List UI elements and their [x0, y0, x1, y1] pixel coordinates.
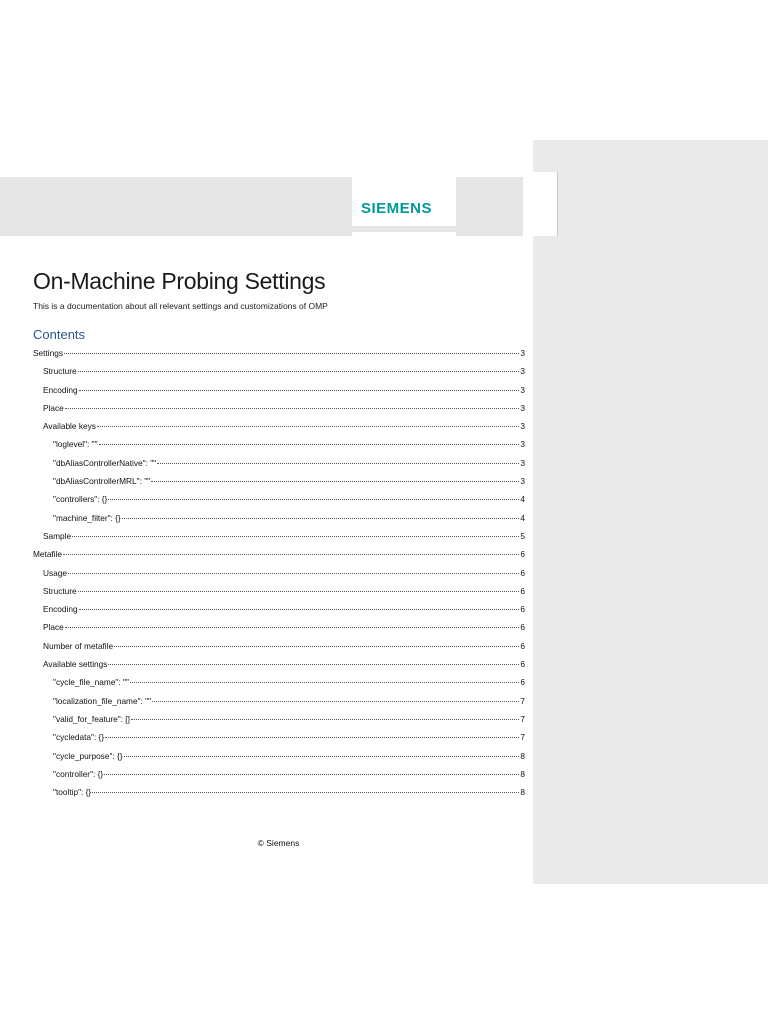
- toc-dot-leader: [108, 499, 519, 500]
- toc-entry-page-number: 6: [520, 622, 525, 633]
- toc-entry-label: "loglevel": "": [53, 439, 98, 450]
- toc-entry[interactable]: [33, 783, 525, 801]
- toc-entry-label: "cycle_purpose": {}: [53, 750, 123, 761]
- toc-entry[interactable]: [33, 399, 525, 417]
- toc-entry[interactable]: [33, 362, 525, 380]
- toc-entry-label: Available settings: [43, 659, 108, 670]
- toc-dot-leader: [151, 481, 519, 482]
- toc-entry-label: Structure: [43, 366, 77, 377]
- pane-notch: [523, 172, 557, 236]
- document-subtitle: This is a documentation about all relevant settings and customizations of OMP: [33, 301, 328, 311]
- toc-entry-label: "valid_for_feature": []: [53, 713, 130, 724]
- toc-entry[interactable]: [33, 490, 525, 508]
- toc-entry-label: "localization_file_name": "": [53, 695, 152, 706]
- toc-dot-leader: [157, 463, 519, 464]
- toc-entry[interactable]: [33, 747, 525, 765]
- toc-dot-leader: [65, 408, 520, 409]
- comment-pane: [533, 140, 768, 884]
- toc-entry-page-number: 3: [520, 348, 525, 358]
- toc-entry[interactable]: [33, 692, 525, 710]
- toc-entry[interactable]: [33, 472, 525, 490]
- toc-entry-label: "controller": {}: [53, 768, 104, 779]
- toc-dot-leader: [78, 591, 520, 592]
- toc-dot-leader: [104, 774, 519, 775]
- toc-entry-label: "dbAliasControllerNative": "": [53, 457, 157, 468]
- toc-entry[interactable]: [33, 564, 525, 582]
- toc-entry[interactable]: [33, 618, 525, 636]
- toc-dot-leader: [68, 573, 519, 574]
- toc-entry[interactable]: [33, 344, 525, 362]
- toc-entry[interactable]: [33, 600, 525, 618]
- toc-entry[interactable]: [33, 417, 525, 435]
- toc-entry-label: Place: [43, 622, 64, 633]
- toc-dot-leader: [124, 756, 520, 757]
- toc-entry[interactable]: [33, 673, 525, 691]
- toc-entry-page-number: 3: [520, 384, 525, 395]
- toc-entry[interactable]: [33, 637, 525, 655]
- toc-entry-page-number: 3: [520, 402, 525, 413]
- table-of-contents: [33, 344, 525, 801]
- toc-entry[interactable]: [33, 545, 525, 563]
- toc-entry-label: Metafile: [33, 549, 63, 560]
- toc-entry[interactable]: [33, 527, 525, 545]
- toc-entry-page-number: 5: [520, 530, 525, 541]
- toc-entry[interactable]: [33, 728, 525, 746]
- toc-dot-leader: [63, 554, 519, 555]
- toc-entry-page-number: 6: [520, 677, 525, 688]
- toc-entry-label: Encoding: [43, 384, 78, 395]
- toc-entry-page-number: 3: [520, 421, 525, 432]
- page-header-band-right: [456, 177, 523, 236]
- header-underline: [352, 226, 456, 232]
- toc-entry-page-number: 4: [520, 512, 525, 523]
- toc-entry-page-number: 6: [520, 567, 525, 578]
- contents-heading: Contents: [33, 327, 86, 342]
- toc-dot-leader: [131, 719, 519, 720]
- toc-entry-page-number: 7: [520, 713, 525, 724]
- toc-entry-label: Settings: [33, 348, 63, 358]
- toc-entry-label: "dbAliasControllerMRL": "": [53, 476, 151, 487]
- toc-dot-leader: [108, 664, 519, 665]
- toc-dot-leader: [130, 682, 519, 683]
- toc-dot-leader: [79, 609, 520, 610]
- toc-entry[interactable]: [33, 381, 525, 399]
- toc-entry-label: Place: [43, 402, 64, 413]
- toc-dot-leader: [99, 444, 520, 445]
- toc-dot-leader: [78, 371, 520, 372]
- toc-entry-label: "controllers": {}: [53, 494, 108, 505]
- toc-entry[interactable]: [33, 765, 525, 783]
- toc-entry-page-number: 6: [520, 659, 525, 670]
- toc-entry-page-number: 3: [520, 457, 525, 468]
- toc-entry-label: "tooltip": {}: [53, 787, 92, 798]
- toc-entry-label: "cycle_file_name": "": [53, 677, 129, 688]
- toc-entry-label: Structure: [43, 585, 77, 596]
- toc-entry-label: Available keys: [43, 421, 96, 432]
- toc-entry[interactable]: [33, 710, 525, 728]
- toc-entry-label: "cycledata": {}: [53, 732, 105, 743]
- toc-entry-label: Usage: [43, 567, 67, 578]
- toc-entry-page-number: 3: [520, 366, 525, 377]
- toc-entry-page-number: 8: [520, 768, 525, 779]
- toc-entry-page-number: 7: [520, 695, 525, 706]
- page-header-band: [0, 177, 352, 236]
- toc-entry[interactable]: [33, 582, 525, 600]
- toc-entry-page-number: 8: [520, 750, 525, 761]
- toc-entry-page-number: 3: [520, 439, 525, 450]
- toc-entry-label: "machine_filter": {}: [53, 512, 121, 523]
- toc-entry-page-number: 3: [520, 476, 525, 487]
- toc-entry-label: Sample: [43, 530, 72, 541]
- toc-dot-leader: [79, 390, 520, 391]
- toc-dot-leader: [92, 792, 519, 793]
- siemens-logo: SIEMENS: [361, 200, 433, 217]
- toc-entry[interactable]: [33, 454, 525, 472]
- toc-entry-label: Encoding: [43, 604, 78, 615]
- toc-entry-page-number: 6: [520, 585, 525, 596]
- toc-entry-page-number: 6: [520, 604, 525, 615]
- toc-entry[interactable]: [33, 509, 525, 527]
- page-footer: © Siemens: [257, 838, 300, 848]
- toc-dot-leader: [72, 536, 519, 537]
- toc-entry[interactable]: [33, 435, 525, 453]
- toc-dot-leader: [122, 518, 520, 519]
- document-title: On-Machine Probing Settings: [33, 268, 326, 294]
- pane-divider: [557, 172, 558, 236]
- toc-entry-page-number: 8: [520, 787, 525, 798]
- toc-entry[interactable]: [33, 655, 525, 673]
- toc-dot-leader: [64, 353, 519, 354]
- toc-dot-leader: [97, 426, 519, 427]
- toc-dot-leader: [152, 701, 519, 702]
- toc-entry-label: Number of metafile: [43, 640, 114, 651]
- toc-entry-page-number: 7: [520, 732, 525, 743]
- toc-entry-page-number: 6: [520, 549, 525, 560]
- toc-dot-leader: [65, 627, 520, 628]
- toc-entry-page-number: 4: [520, 494, 525, 505]
- toc-dot-leader: [114, 646, 519, 647]
- toc-dot-leader: [105, 737, 519, 738]
- toc-entry-page-number: 6: [520, 640, 525, 651]
